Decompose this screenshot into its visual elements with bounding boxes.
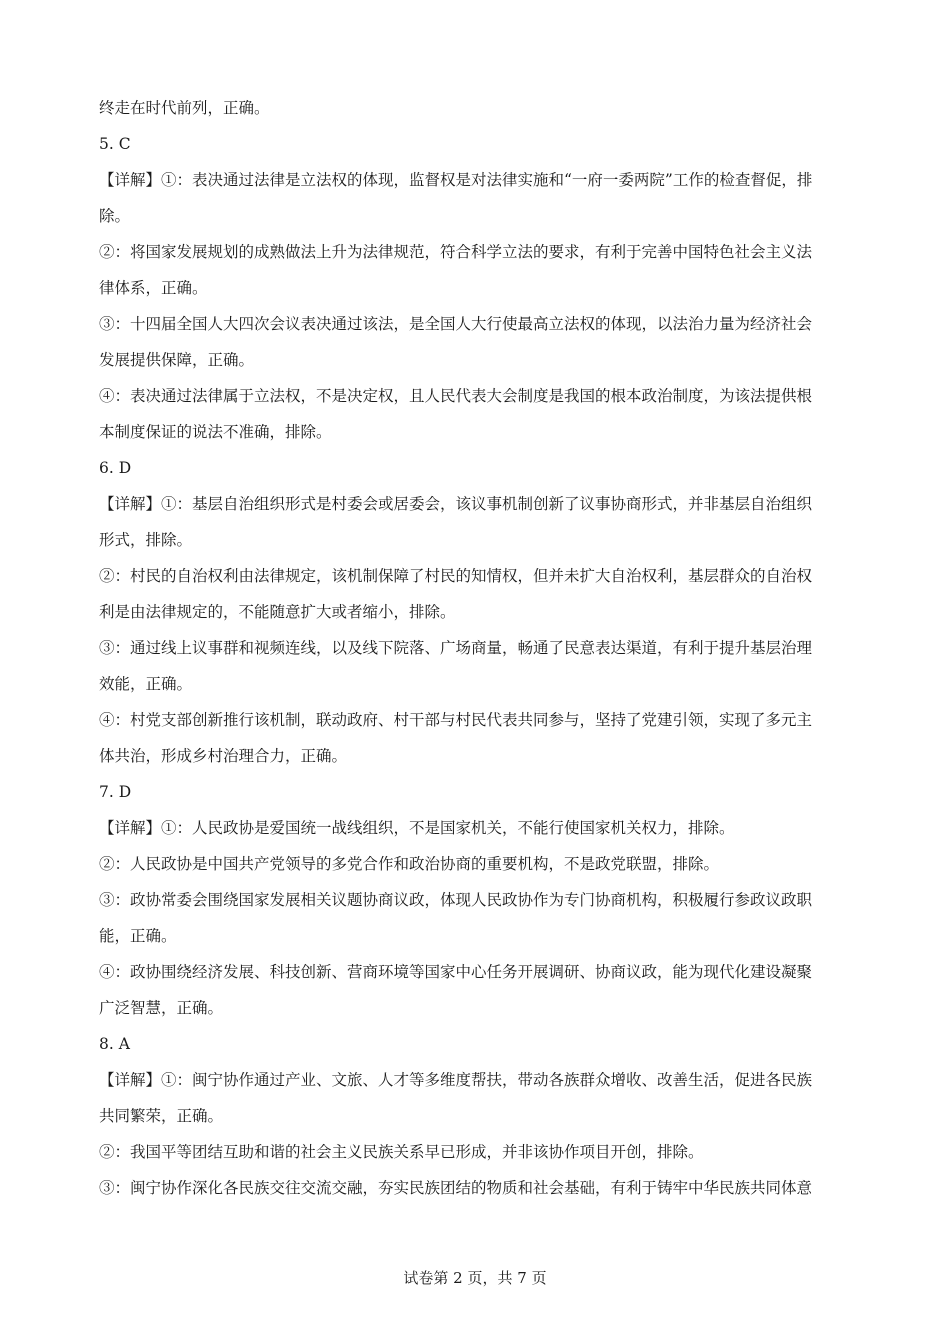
text-line: ②：人民政协是中国共产党领导的多党合作和政治协商的重要机构，不是政党联盟，排除。 (99, 855, 720, 873)
text-line: 【详解】①：闽宁协作通过产业、文旅、人才等多维度帮扶，带动各族群众增收、改善生活，促进各民族 (99, 1071, 813, 1089)
text-line: ②：将国家发展规划的成熟做法上升为法律规范，符合科学立法的要求，有利于完善中国特色社会主义法 (99, 243, 813, 261)
text-line: ②：村民的自治权利由法律规定，该机制保障了村民的知情权，但并未扩大自治权利，基层群众的自治权 (99, 567, 813, 585)
answer-heading-7: 7. D (99, 783, 132, 801)
text-line: 终走在时代前列，正确。 (99, 99, 270, 117)
answer-heading-8: 8. A (99, 1035, 130, 1053)
text-line: 共同繁荣，正确。 (99, 1107, 224, 1125)
text-line: 利是由法律规定的，不能随意扩大或者缩小，排除。 (99, 603, 456, 621)
text-line: 【详解】①：基层自治组织形式是村委会或居委会，该议事机制创新了议事协商形式，并非基层自治组织 (99, 495, 813, 513)
text-line: ③：通过线上议事群和视频连线，以及线下院落、广场商量，畅通了民意表达渠道，有利于提升基层治理 (99, 639, 813, 657)
answer-heading-6: 6. D (99, 459, 132, 477)
text-line: ③：政协常委会围绕国家发展相关议题协商议政，体现人民政协作为专门协商机构，积极履行参政议政职 (99, 891, 813, 909)
text-line: 效能，正确。 (99, 675, 193, 693)
text-line: ②：我国平等团结互助和谐的社会主义民族关系早已形成，并非该协作项目开创，排除。 (99, 1143, 704, 1161)
document-body (99, 90, 851, 1206)
text-line: 广泛智慧，正确。 (99, 999, 224, 1017)
text-line: 【详解】①：人民政协是爱国统一战线组织，不是国家机关，不能行使国家机关权力，排除。 (99, 819, 735, 837)
text-line: ④：政协围绕经济发展、科技创新、营商环境等国家中心任务开展调研、协商议政，能为现代化建设凝聚 (99, 963, 813, 981)
text-line: 律体系，正确。 (99, 279, 208, 297)
text-line: ④：表决通过法律属于立法权，不是决定权，且人民代表大会制度是我国的根本政治制度，为该法提供根 (99, 387, 813, 405)
text-line: 能，正确。 (99, 927, 177, 945)
text-line: ④：村党支部创新推行该机制，联动政府、村干部与村民代表共同参与，坚持了党建引领，实现了多元主 (99, 711, 813, 729)
text-line: 除。 (99, 207, 131, 225)
text-line: 形式，排除。 (99, 531, 193, 549)
text-line: ③：十四届全国人大四次会议表决通过该法，是全国人大行使最高立法权的体现，以法治力量为经济社会 (99, 315, 813, 333)
text-line: 体共治，形成乡村治理合力，正确。 (99, 747, 348, 765)
text-line: 本制度保证的说法不准确，排除。 (99, 423, 332, 441)
answer-heading-5: 5. C (99, 135, 131, 153)
page-footer: 试卷第 2 页，共 7 页 (403, 1269, 547, 1287)
text-line: 发展提供保障，正确。 (99, 351, 255, 369)
text-line: ③：闽宁协作深化各民族交往交流交融，夯实民族团结的物质和社会基础，有利于铸牢中华民族共同体意 (99, 1179, 813, 1197)
text-line: 【详解】①：表决通过法律是立法权的体现，监督权是对法律实施和“一府一委两院”工作的检查督促，排 (99, 171, 813, 189)
